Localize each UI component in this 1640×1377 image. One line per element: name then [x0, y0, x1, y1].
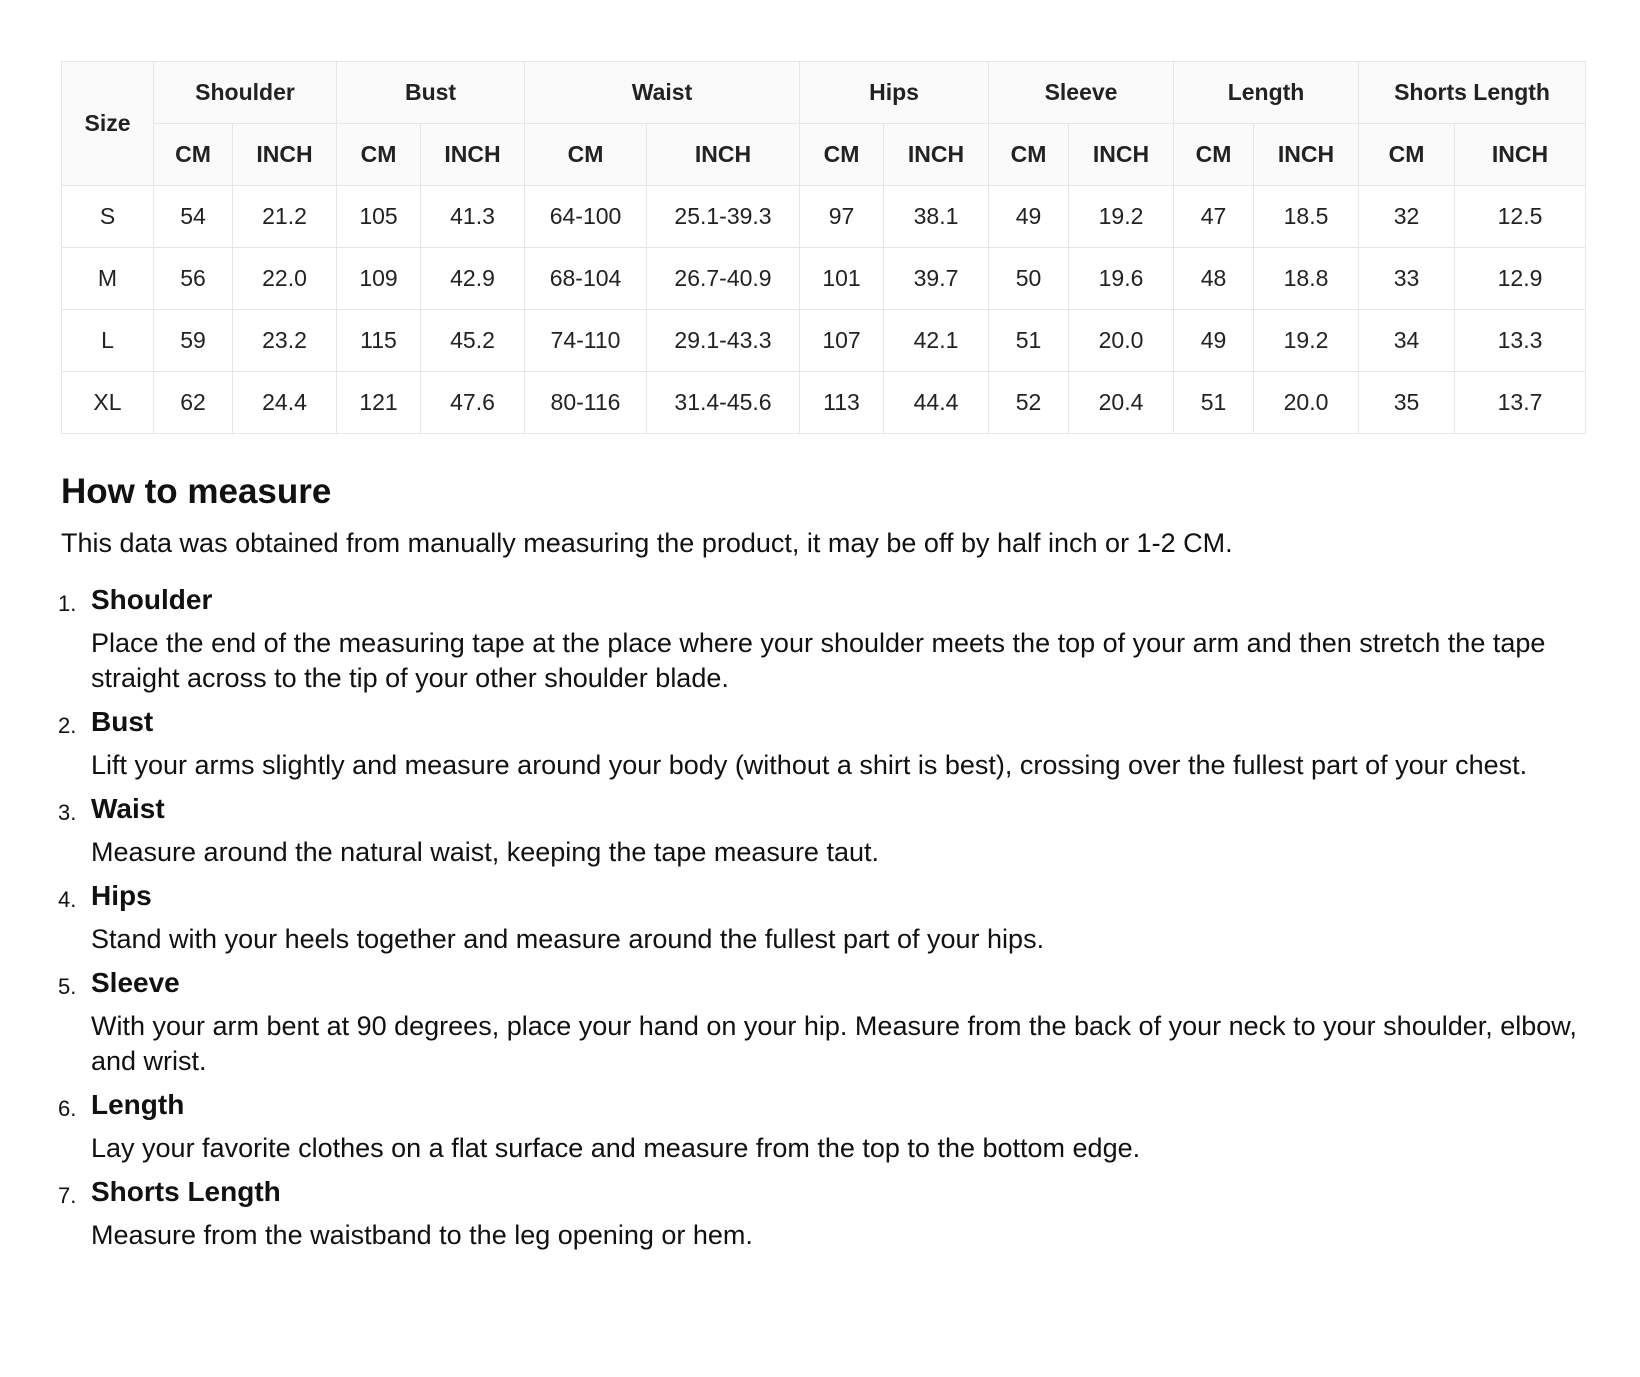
table-cell: 51 — [989, 310, 1069, 372]
table-cell: 34 — [1359, 310, 1455, 372]
list-item — [58, 791, 1579, 870]
table-cell: 49 — [1174, 310, 1254, 372]
table-cell: 19.2 — [1069, 186, 1174, 248]
section-title: How to measure — [61, 472, 332, 511]
item-description: Lift your arms slightly and measure around your body (without a shirt is best), crossing over the fullest part of your chest. — [91, 750, 1528, 780]
item-description: Stand with your heels together and measure around the fullest part of your hips. — [91, 924, 1045, 954]
table-cell: M — [62, 248, 154, 310]
item-title: Bust — [91, 706, 154, 737]
list-item — [58, 582, 1579, 696]
list-item — [58, 704, 1579, 783]
table-cell: 42.9 — [421, 248, 525, 310]
table-cell: 51 — [1174, 372, 1254, 434]
table-cell: 18.8 — [1254, 248, 1359, 310]
size-table-body — [62, 186, 1586, 434]
table-cell: 44.4 — [884, 372, 989, 434]
list-item — [58, 878, 1579, 957]
intro-text: This data was obtained from manually measuring the product, it may be off by half inch or 1-2 CM. — [61, 528, 1233, 558]
item-title: Sleeve — [91, 967, 180, 998]
table-cell: 48 — [1174, 248, 1254, 310]
unit-header-inch: INCH — [1254, 124, 1359, 186]
list-item — [58, 965, 1579, 1079]
table-cell: 113 — [800, 372, 884, 434]
table-cell: 47 — [1174, 186, 1254, 248]
item-description: Measure from the waistband to the leg opening or hem. — [91, 1220, 753, 1250]
item-description: With your arm bent at 90 degrees, place your hand on your hip. Measure from the back of your neck to your shoulder, elbow, and wrist. — [91, 1011, 1577, 1076]
header-row-units — [62, 124, 1586, 186]
item-title: Shoulder — [91, 584, 213, 615]
group-header-hips: Hips — [800, 62, 989, 124]
table-cell: 19.6 — [1069, 248, 1174, 310]
table-cell: 54 — [154, 186, 233, 248]
table-cell: 47.6 — [421, 372, 525, 434]
table-cell: 32 — [1359, 186, 1455, 248]
table-cell: 33 — [1359, 248, 1455, 310]
table-row — [62, 372, 1586, 434]
size-header: Size — [62, 62, 154, 186]
table-cell: L — [62, 310, 154, 372]
table-cell: 25.1-39.3 — [647, 186, 800, 248]
table-cell: 19.2 — [1254, 310, 1359, 372]
item-number: 3. — [58, 800, 77, 825]
group-header-length: Length — [1174, 62, 1359, 124]
unit-header-inch: INCH — [421, 124, 525, 186]
group-header-waist: Waist — [525, 62, 800, 124]
table-cell: 101 — [800, 248, 884, 310]
table-cell: 121 — [337, 372, 421, 434]
table-cell: 97 — [800, 186, 884, 248]
table-cell: 59 — [154, 310, 233, 372]
table-cell: 24.4 — [233, 372, 337, 434]
item-description: Place the end of the measuring tape at the place where your shoulder meets the top of your arm and then stretch the tape straight across to the tip of your other shoulder blade. — [91, 628, 1546, 693]
unit-header-cm: CM — [337, 124, 421, 186]
table-cell: 31.4-45.6 — [647, 372, 800, 434]
table-cell: 50 — [989, 248, 1069, 310]
item-number: 1. — [58, 591, 77, 616]
header-row-groups — [62, 62, 1586, 124]
table-cell: 13.7 — [1455, 372, 1586, 434]
table-cell: 26.7-40.9 — [647, 248, 800, 310]
item-title: Waist — [91, 793, 165, 824]
table-row — [62, 248, 1586, 310]
unit-header-inch: INCH — [1455, 124, 1586, 186]
item-description: Lay your favorite clothes on a flat surface and measure from the top to the bottom edge. — [91, 1133, 1141, 1163]
item-number: 6. — [58, 1096, 77, 1121]
table-cell: 23.2 — [233, 310, 337, 372]
size-chart-table — [61, 61, 1586, 434]
table-cell: 12.9 — [1455, 248, 1586, 310]
unit-header-cm: CM — [989, 124, 1069, 186]
table-cell: 68-104 — [525, 248, 647, 310]
group-header-shoulder: Shoulder — [154, 62, 337, 124]
table-cell: 64-100 — [525, 186, 647, 248]
table-cell: 13.3 — [1455, 310, 1586, 372]
table-cell: 105 — [337, 186, 421, 248]
table-cell: 109 — [337, 248, 421, 310]
group-header-bust: Bust — [337, 62, 525, 124]
unit-header-cm: CM — [1174, 124, 1254, 186]
table-cell: 38.1 — [884, 186, 989, 248]
item-number: 7. — [58, 1183, 77, 1208]
table-cell: XL — [62, 372, 154, 434]
table-cell: 20.0 — [1254, 372, 1359, 434]
table-row — [62, 310, 1586, 372]
table-cell: 62 — [154, 372, 233, 434]
unit-header-cm: CM — [154, 124, 233, 186]
table-cell: 20.0 — [1069, 310, 1174, 372]
item-title: Hips — [91, 880, 152, 911]
table-cell: 18.5 — [1254, 186, 1359, 248]
table-cell: 80-116 — [525, 372, 647, 434]
table-cell: 49 — [989, 186, 1069, 248]
group-header-sleeve: Sleeve — [989, 62, 1174, 124]
measure-list — [58, 582, 1579, 1253]
table-cell: 74-110 — [525, 310, 647, 372]
table-cell: 52 — [989, 372, 1069, 434]
table-cell: 45.2 — [421, 310, 525, 372]
unit-header-cm: CM — [800, 124, 884, 186]
table-cell: 42.1 — [884, 310, 989, 372]
item-title: Length — [91, 1089, 185, 1120]
list-item — [58, 1087, 1579, 1166]
list-item — [58, 1174, 1579, 1253]
item-number: 4. — [58, 887, 77, 912]
unit-header-inch: INCH — [233, 124, 337, 186]
item-number: 5. — [58, 974, 77, 999]
item-description: Measure around the natural waist, keeping the tape measure taut. — [91, 837, 879, 867]
table-cell: 41.3 — [421, 186, 525, 248]
table-cell: 107 — [800, 310, 884, 372]
unit-header-cm: CM — [525, 124, 647, 186]
unit-header-inch: INCH — [1069, 124, 1174, 186]
table-cell: S — [62, 186, 154, 248]
table-cell: 22.0 — [233, 248, 337, 310]
table-cell: 29.1-43.3 — [647, 310, 800, 372]
table-cell: 39.7 — [884, 248, 989, 310]
table-row — [62, 186, 1586, 248]
table-cell: 21.2 — [233, 186, 337, 248]
unit-header-cm: CM — [1359, 124, 1455, 186]
table-cell: 35 — [1359, 372, 1455, 434]
table-cell: 115 — [337, 310, 421, 372]
item-number: 2. — [58, 713, 77, 738]
table-cell: 20.4 — [1069, 372, 1174, 434]
unit-header-inch: INCH — [884, 124, 989, 186]
group-header-shorts-length: Shorts Length — [1359, 62, 1586, 124]
item-title: Shorts Length — [91, 1176, 281, 1207]
table-cell: 56 — [154, 248, 233, 310]
table-cell: 12.5 — [1455, 186, 1586, 248]
unit-header-inch: INCH — [647, 124, 800, 186]
